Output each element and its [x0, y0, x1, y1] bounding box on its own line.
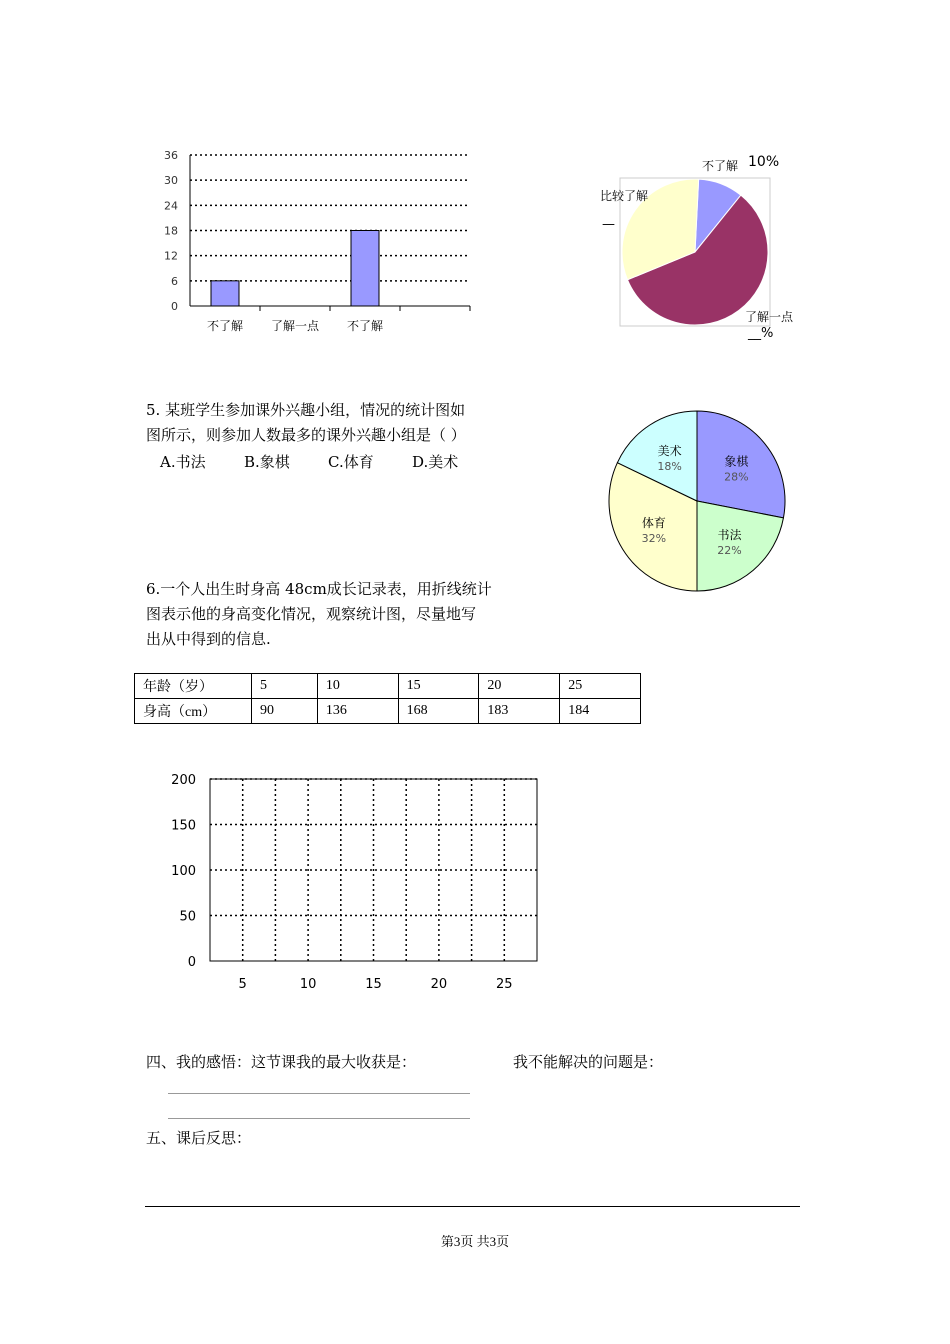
q6-line3: 出从中得到的信息. — [146, 630, 271, 648]
q5-option-d: D.美术 — [412, 453, 459, 471]
q5-line2: 图所示，则参加人数最多的课外兴趣小组是（ ） — [146, 426, 466, 444]
table-cell: 25 — [560, 674, 641, 699]
blank-label: __% — [748, 326, 774, 341]
x-tick-label: 15 — [365, 977, 382, 992]
q5-option-b: B.象棋 — [244, 453, 290, 471]
slice-label: 书法 — [717, 528, 742, 543]
y-tick-label: 30 — [164, 174, 178, 188]
section4-text: 四、我的感悟：这节课我的最大收获是： — [146, 1053, 417, 1071]
table-cell: 90 — [252, 699, 318, 724]
growth-record-table — [134, 673, 641, 724]
table-row — [135, 674, 641, 699]
table-cell: 15 — [398, 674, 479, 699]
section4-text2: 我不能解决的问题是： — [513, 1053, 664, 1071]
table-cell: 184 — [560, 699, 641, 724]
table-cell: 136 — [317, 699, 398, 724]
q5-option-c: C.体育 — [328, 453, 374, 471]
x-tick-label: 10 — [299, 977, 317, 992]
table-cell: 身高（cm） — [135, 699, 252, 724]
table-cell: 5 — [252, 674, 318, 699]
bar — [211, 281, 239, 306]
y-tick-label: 50 — [179, 909, 196, 925]
q6-line1: 6.一个人出生时身高 48cm成长记录表，用折线统计 — [146, 580, 492, 598]
y-tick-label: 0 — [187, 955, 196, 970]
slice-value-label: 22% — [717, 544, 742, 558]
pie-chart-interest-groups — [600, 405, 795, 600]
x-tick-label: 20 — [430, 977, 448, 992]
q6-line2: 图表示他的身高变化情况，观察统计图，尽量地写 — [146, 605, 477, 623]
page-number: 第3页 共3页 — [440, 1234, 510, 1249]
table-cell: 168 — [398, 699, 479, 724]
x-tick-label: 5 — [238, 977, 247, 992]
answer-line — [168, 1093, 470, 1094]
y-tick-label: 200 — [171, 773, 196, 788]
slice-value-label: 18% — [657, 459, 682, 473]
y-tick-label: 150 — [171, 818, 196, 834]
slice-label: 体育 — [641, 515, 666, 530]
y-tick-label: 36 — [164, 149, 178, 162]
section5-text: 五、课后反思： — [146, 1129, 252, 1147]
x-tick-label: 不了解 — [206, 319, 244, 333]
y-tick-label: 18 — [164, 224, 178, 238]
x-tick-label: 不了解 — [346, 319, 384, 333]
blank-label: — — [602, 217, 615, 232]
table-cell: 183 — [479, 699, 560, 724]
slice-value-label: 32% — [641, 531, 667, 545]
blank-line-chart-grid — [160, 765, 560, 1005]
slice-label: 美术 — [657, 443, 682, 458]
table-row — [135, 699, 641, 724]
table-cell: 20 — [479, 674, 560, 699]
slice-value-label: 28% — [724, 470, 749, 484]
bar-chart — [150, 140, 490, 340]
slice-label: 了解一点 — [745, 310, 794, 324]
y-tick-label: 6 — [171, 274, 178, 288]
percent-label: 10% — [748, 154, 780, 170]
bar — [351, 231, 379, 307]
footer-divider — [145, 1206, 800, 1207]
y-tick-label: 100 — [171, 864, 196, 879]
slice-label: 比较了解 — [600, 189, 649, 203]
y-tick-label: 12 — [164, 249, 178, 263]
slice-label: 不了解 — [702, 159, 739, 173]
table-cell: 年龄（岁） — [135, 674, 252, 699]
slice-label: 象棋 — [724, 454, 749, 469]
x-tick-label: 25 — [496, 977, 513, 992]
pie-chart-understanding — [590, 150, 820, 345]
q5-option-a: A.书法 — [160, 453, 206, 471]
table-cell: 10 — [317, 674, 398, 699]
y-tick-label: 0 — [171, 300, 178, 313]
answer-line — [168, 1118, 470, 1119]
q5-line1: 5. 某班学生参加课外兴趣小组，情况的统计图如 — [146, 401, 466, 419]
x-tick-label: 了解一点 — [270, 319, 320, 333]
y-tick-label: 24 — [164, 199, 178, 213]
